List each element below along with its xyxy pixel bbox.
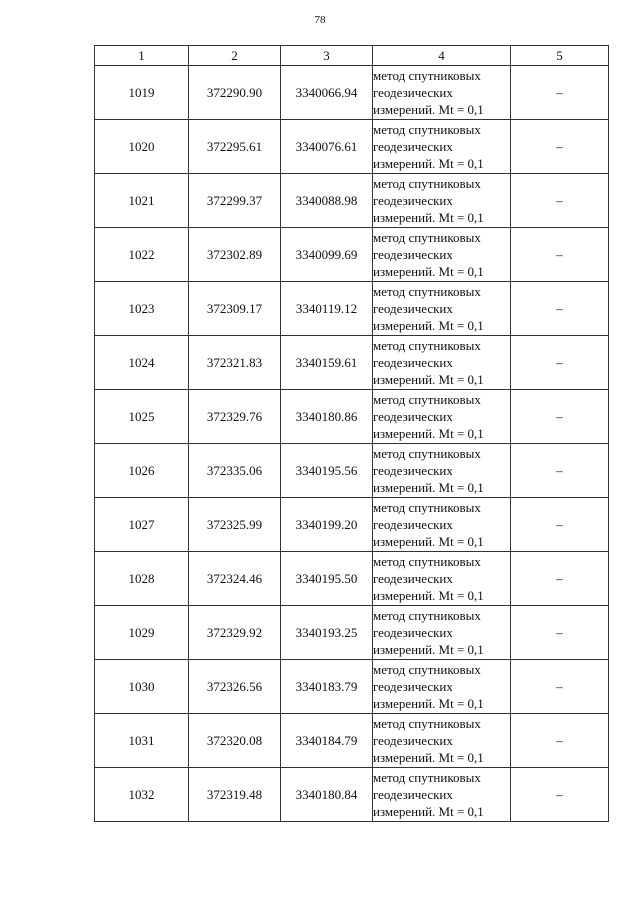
method-line-2: геодезических [373,193,453,208]
note-cell: – [511,66,609,120]
method-line-3: измерений. Mt = 0,1 [373,588,484,603]
method-line-3: измерений. Mt = 0,1 [373,264,484,279]
point-number-cell: 1027 [95,498,189,552]
method-line-2: геодезических [373,247,453,262]
table-row [95,120,609,174]
note-cell: – [511,390,609,444]
point-number-cell: 1019 [95,66,189,120]
table-body [95,66,609,822]
point-number-cell: 1020 [95,120,189,174]
method-line-1: метод спутниковых [373,230,481,245]
point-number-cell: 1028 [95,552,189,606]
x-coordinate-cell: 372321.83 [189,336,281,390]
y-coordinate-cell: 3340195.50 [281,552,373,606]
x-coordinate-cell: 372319.48 [189,768,281,822]
x-coordinate-cell: 372324.46 [189,552,281,606]
table-row [95,390,609,444]
header-col-5: 5 [511,46,609,66]
point-number-cell: 1031 [95,714,189,768]
x-coordinate-cell: 372325.99 [189,498,281,552]
note-cell: – [511,606,609,660]
x-coordinate-cell: 372290.90 [189,66,281,120]
note-cell: – [511,336,609,390]
method-line-1: метод спутниковых [373,284,481,299]
method-cell [373,552,511,606]
table-row [95,768,609,822]
method-cell [373,714,511,768]
method-line-1: метод спутниковых [373,500,481,515]
page-number: 78 [314,14,326,26]
method-line-2: геодезических [373,409,453,424]
method-line-1: метод спутниковых [373,176,481,191]
method-line-1: метод спутниковых [373,554,481,569]
point-number-cell: 1029 [95,606,189,660]
y-coordinate-cell: 3340184.79 [281,714,373,768]
method-line-2: геодезических [373,463,453,478]
note-cell: – [511,120,609,174]
x-coordinate-cell: 372302.89 [189,228,281,282]
method-line-1: метод спутниковых [373,716,481,731]
x-coordinate-cell: 372329.76 [189,390,281,444]
y-coordinate-cell: 3340159.61 [281,336,373,390]
method-cell [373,228,511,282]
method-line-3: измерений. Mt = 0,1 [373,750,484,765]
method-line-3: измерений. Mt = 0,1 [373,156,484,171]
coordinates-table [94,45,609,822]
method-line-2: геодезических [373,733,453,748]
method-line-1: метод спутниковых [373,662,481,677]
method-line-2: геодезических [373,355,453,370]
note-cell: – [511,714,609,768]
note-cell: – [511,660,609,714]
y-coordinate-cell: 3340119.12 [281,282,373,336]
x-coordinate-cell: 372329.92 [189,606,281,660]
point-number-cell: 1023 [95,282,189,336]
method-line-1: метод спутниковых [373,608,481,623]
table-row [95,714,609,768]
table-row [95,66,609,120]
method-cell [373,174,511,228]
method-line-3: измерений. Mt = 0,1 [373,696,484,711]
header-row [95,46,609,66]
method-line-2: геодезических [373,517,453,532]
method-cell [373,606,511,660]
method-line-2: геодезических [373,85,453,100]
y-coordinate-cell: 3340180.86 [281,390,373,444]
method-cell [373,390,511,444]
point-number-cell: 1030 [95,660,189,714]
method-line-3: измерений. Mt = 0,1 [373,372,484,387]
method-line-1: метод спутниковых [373,770,481,785]
note-cell: – [511,552,609,606]
y-coordinate-cell: 3340199.20 [281,498,373,552]
y-coordinate-cell: 3340193.25 [281,606,373,660]
point-number-cell: 1026 [95,444,189,498]
method-line-3: измерений. Mt = 0,1 [373,426,484,441]
y-coordinate-cell: 3340099.69 [281,228,373,282]
method-line-3: измерений. Mt = 0,1 [373,210,484,225]
note-cell: – [511,282,609,336]
x-coordinate-cell: 372320.08 [189,714,281,768]
table-header [95,46,609,66]
method-line-3: измерений. Mt = 0,1 [373,642,484,657]
note-cell: – [511,174,609,228]
table-row [95,174,609,228]
header-col-4: 4 [373,46,511,66]
point-number-cell: 1025 [95,390,189,444]
method-line-1: метод спутниковых [373,392,481,407]
method-line-3: измерений. Mt = 0,1 [373,804,484,819]
table-row [95,444,609,498]
y-coordinate-cell: 3340076.61 [281,120,373,174]
table-row [95,552,609,606]
x-coordinate-cell: 372295.61 [189,120,281,174]
header-col-2: 2 [189,46,281,66]
x-coordinate-cell: 372326.56 [189,660,281,714]
point-number-cell: 1022 [95,228,189,282]
header-col-3: 3 [281,46,373,66]
y-coordinate-cell: 3340088.98 [281,174,373,228]
method-line-2: геодезических [373,139,453,154]
y-coordinate-cell: 3340195.56 [281,444,373,498]
x-coordinate-cell: 372335.06 [189,444,281,498]
method-cell [373,282,511,336]
method-cell [373,120,511,174]
x-coordinate-cell: 372309.17 [189,282,281,336]
note-cell: – [511,444,609,498]
method-line-3: измерений. Mt = 0,1 [373,102,484,117]
method-line-2: геодезических [373,301,453,316]
table-row [95,228,609,282]
method-line-1: метод спутниковых [373,338,481,353]
method-line-3: измерений. Mt = 0,1 [373,318,484,333]
method-cell [373,768,511,822]
method-line-1: метод спутниковых [373,122,481,137]
method-cell [373,660,511,714]
point-number-cell: 1021 [95,174,189,228]
method-cell [373,336,511,390]
note-cell: – [511,768,609,822]
method-line-3: измерений. Mt = 0,1 [373,534,484,549]
table-row [95,282,609,336]
method-line-2: геодезических [373,625,453,640]
table-row [95,336,609,390]
x-coordinate-cell: 372299.37 [189,174,281,228]
y-coordinate-cell: 3340183.79 [281,660,373,714]
y-coordinate-cell: 3340066.94 [281,66,373,120]
table-row [95,606,609,660]
method-line-2: геодезических [373,787,453,802]
point-number-cell: 1032 [95,768,189,822]
header-col-1: 1 [95,46,189,66]
method-cell [373,66,511,120]
method-line-2: геодезических [373,571,453,586]
note-cell: – [511,498,609,552]
method-cell [373,444,511,498]
method-line-2: геодезических [373,679,453,694]
method-line-1: метод спутниковых [373,446,481,461]
y-coordinate-cell: 3340180.84 [281,768,373,822]
method-line-1: метод спутниковых [373,68,481,83]
method-cell [373,498,511,552]
point-number-cell: 1024 [95,336,189,390]
table-row [95,498,609,552]
method-line-3: измерений. Mt = 0,1 [373,480,484,495]
table-row [95,660,609,714]
note-cell: – [511,228,609,282]
